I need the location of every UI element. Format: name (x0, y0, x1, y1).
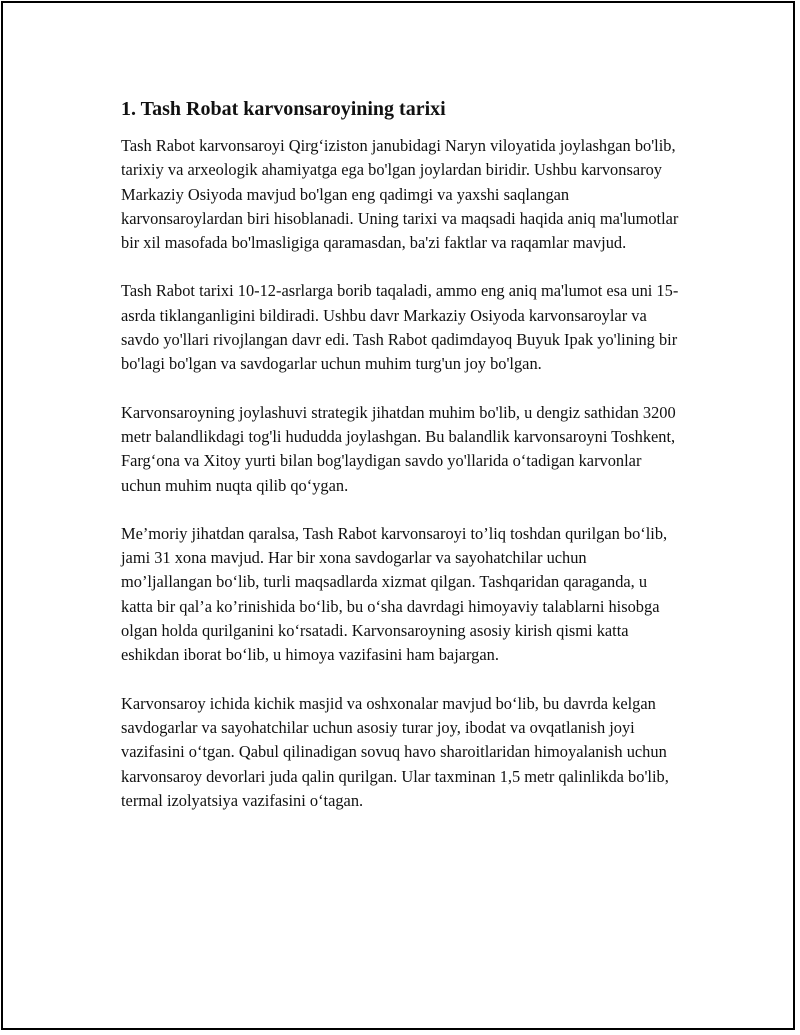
page-frame (1, 1, 795, 1030)
document-title: 1. Tash Robat karvonsaroyining tarixi (121, 98, 446, 120)
paragraph-architecture: Me’moriy jihatdan qaralsa, Tash Rabot karvonsaroyi to’liq toshdan qurilgan bo‘lib, jami 31 xona mavjud. Har bir xona savdogarlar va sayohatchilar uchun mo’ljallangan bo‘lib, turli maqsadlarda xizmat qilgan. Tashqaridan qaraganda, u katta bir qal’a ko’rinishida bo‘lib, bu o‘sha davrdagi himoyaviy talablarni hisobga olgan holda qurilganini ko‘rsatadi. Karvonsaroyning asosiy kirish qismi katta eshikdan iborat bo‘lib, u himoya vazifasini ham bajargan. (121, 523, 668, 665)
paragraph-history-intro: Tash Rabot karvonsaroyi Qirg‘iziston janubidagi Naryn viloyatida joylashgan bo'lib, tarixiy va arxeologik ahamiyatga ega bo'lgan joylardan biridir. Ushbu karvonsaroy Markaziy Osiyoda mavjud bo'lgan eng qadimgi va yaxshi saqlangan karvonsaroylardan biri hisoblanadi. Uning tarixi va maqsadi haqida aniq ma'lumotlar bir xil masofada bo'lmasligiga qaramasdan, ba'zi faktlar va raqamlar mavjud. (121, 136, 679, 253)
paragraph-interior: Karvonsaroy ichida kichik masjid va oshxonalar mavjud bo‘lib, bu davrda kelgan savdogarlar va sayohatchilar uchun asosiy turar joy, ibodat va ovqatlanish joyi vazifasini o‘tgan. Qabul qilinadigan sovuq havo sharoitlaridan himoyalanish uchun karvonsaroy devorlari juda qalin qurilgan. Ular taxminan 1,5 metr qalinlikda bo'lib, termal izolyatsiya vazifasini o‘tagan. (121, 693, 669, 810)
paragraph-dating: Tash Rabot tarixi 10-12-asrlarga borib taqaladi, ammo eng aniq ma'lumot esa uni 15-asrda tiklanganligini bildiradi. Ushbu davr Markaziy Osiyoda karvonsaroylar va savdo yo'llari rivojlangan davr edi. Tash Rabot qadimdayoq Buyuk Ipak yo'lining bir bo'lagi bo'lgan va savdogarlar uchun muhim turg'un joy bo'lgan. (121, 281, 679, 374)
document-body (121, 95, 681, 837)
paragraph-location: Karvonsaroyning joylashuvi strategik jihatdan muhim bo'lib, u dengiz sathidan 3200 metr balandlikdagi tog'li hududda joylashgan. Bu balandlik karvonsaroyni Toshkent, Farg‘ona va Xitoy yurti bilan bog'laydigan savdo yo'llarida o‘tadigan karvonlar uchun muhim nuqta qilib qo‘ygan. (121, 402, 676, 495)
